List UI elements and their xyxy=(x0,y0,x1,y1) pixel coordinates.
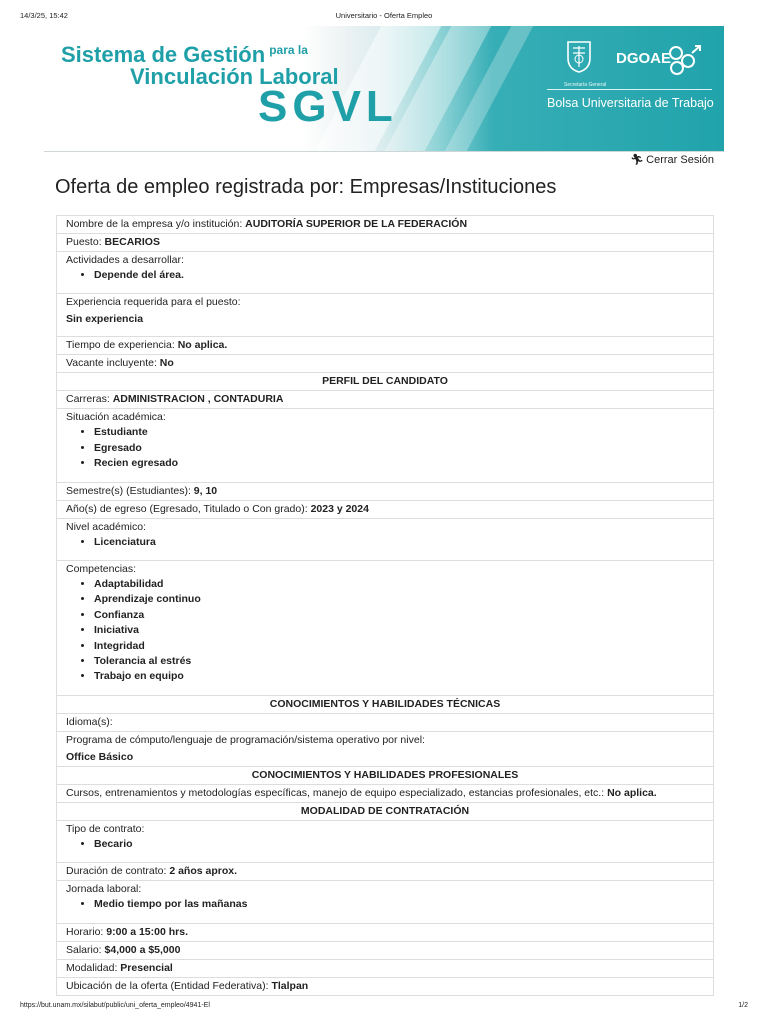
list-item: • Depende del área. xyxy=(94,268,704,283)
contract-duration-row: Duración de contrato: 2 años aprox. xyxy=(56,863,714,881)
semesters-row: Semestre(s) (Estudiantes): 9, 10 xyxy=(56,483,714,501)
languages-row: Idioma(s): xyxy=(56,714,714,732)
company-value: AUDITORÍA SUPERIOR DE LA FEDERACIÓN xyxy=(245,218,468,230)
academic-status-row: Situación académica: • Estudiante • Egresado • Recien egresado xyxy=(56,409,714,482)
list-item: • Medio tiempo por las mañanas xyxy=(94,897,704,912)
list-item: • Estudiante xyxy=(94,425,704,440)
position-value: BECARIOS xyxy=(104,236,160,248)
list-item: • Becario xyxy=(94,837,704,852)
software-row: Programa de cómputo/lenguaje de programación/sistema operativo por nivel: Office Básico xyxy=(56,732,714,767)
company-row: Nombre de la empresa y/o institución: AUDITORÍA SUPERIOR DE LA FEDERACIÓN xyxy=(56,215,714,234)
banner-title-line1: Sistema de Gestión $^{para la}$ xyxy=(61,42,308,67)
experience-time-row: Tiempo de experiencia: No aplica. xyxy=(56,337,714,355)
activities-row: Actividades a desarrollar: • Depende del área. xyxy=(56,252,714,294)
courses-row: Cursos, entrenamientos y metodologías específicas, manejo de equipo especializado, estancias profesionales, etc.: No aplica. xyxy=(56,785,714,803)
banner-divider xyxy=(547,89,712,90)
experience-value: Sin experiencia xyxy=(66,313,144,326)
list-item: • Confianza xyxy=(94,608,704,623)
list-item: • Tolerancia al estrés xyxy=(94,654,704,669)
dgoae-label: DGOAE xyxy=(616,50,672,67)
section-header-perfil: PERFIL DEL CANDIDATO xyxy=(56,373,714,391)
print-url: https://but.unam.mx/silabut/public/uni_oferta_empleo/4941-El xyxy=(20,1002,210,1009)
contract-type-row: Tipo de contrato: • Becario xyxy=(56,821,714,863)
page-title: Oferta de empleo registrada por: Empresas/Instituciones xyxy=(55,176,557,198)
print-datetime: 14/3/25, 15:42 xyxy=(20,11,68,20)
dgoae-logo-icon xyxy=(664,41,704,79)
list-item: • Recien egresado xyxy=(94,456,704,471)
banner-title-line2: Vinculación Laboral xyxy=(130,64,339,89)
list-item: • Licenciatura xyxy=(94,535,704,550)
careers-row: Carreras: ADMINISTRACION , CONTADURIA xyxy=(56,391,714,409)
running-person-icon: 🏃︎ xyxy=(630,154,645,166)
section-header-tecnicas: CONOCIMIENTOS Y HABILIDADES TÉCNICAS xyxy=(56,696,714,714)
sgvl-logo: SGVL xyxy=(258,82,398,131)
logout-label: Cerrar Sesión xyxy=(646,154,714,166)
salary-row: Salario: $4,000 a $5,000 xyxy=(56,942,714,960)
print-header xyxy=(0,0,768,22)
bolsa-trabajo-label: Bolsa Universitaria de Trabajo xyxy=(547,96,714,110)
unam-shield-icon xyxy=(566,40,592,74)
page-number: 1/2 xyxy=(738,1002,748,1009)
logout-link[interactable] xyxy=(630,153,714,166)
section-header-profesionales: CONOCIMIENTOS Y HABILIDADES PROFESIONALES xyxy=(56,767,714,785)
modality-row: Modalidad: Presencial xyxy=(56,960,714,978)
list-item: • Adaptabilidad xyxy=(94,577,704,592)
secretaria-general-label: Secretaría General xyxy=(564,82,607,88)
list-item: • Aprendizaje continuo xyxy=(94,592,704,607)
position-row: Puesto: BECARIOS xyxy=(56,234,714,252)
print-footer xyxy=(0,998,768,1014)
list-item: • Integridad xyxy=(94,639,704,654)
location-row: Ubicación de la oferta (Entidad Federativa): Tlalpan xyxy=(56,978,714,996)
list-item: • Trabajo en equipo xyxy=(94,669,704,684)
experience-row: Experiencia requerida para el puesto: Sin experiencia xyxy=(56,294,714,337)
sgvl-banner xyxy=(44,26,724,152)
activities-list xyxy=(66,268,704,283)
schedule-row: Horario: 9:00 a 15:00 hrs. xyxy=(56,924,714,942)
section-header-contratacion: MODALIDAD DE CONTRATACIÓN xyxy=(56,803,714,821)
list-item: • Egresado xyxy=(94,441,704,456)
workday-row: Jornada laboral: • Medio tiempo por las mañanas xyxy=(56,881,714,923)
list-item: • Iniciativa xyxy=(94,623,704,638)
print-page-title: Universitario - Oferta Empleo xyxy=(335,11,433,20)
academic-level-row: Nivel académico: • Licenciatura xyxy=(56,519,714,561)
graduation-years-row: Año(s) de egreso (Egresado, Titulado o Con grado): 2023 y 2024 xyxy=(56,501,714,519)
competencies-row: Competencias: • Adaptabilidad • Aprendizaje continuo • Confianza • Iniciativa • Integridad • Tolerancia al estrés • Trabajo en equipo xyxy=(56,561,714,696)
job-offer-table xyxy=(56,215,714,996)
inclusive-vacancy-row: Vacante incluyente: No xyxy=(56,355,714,373)
